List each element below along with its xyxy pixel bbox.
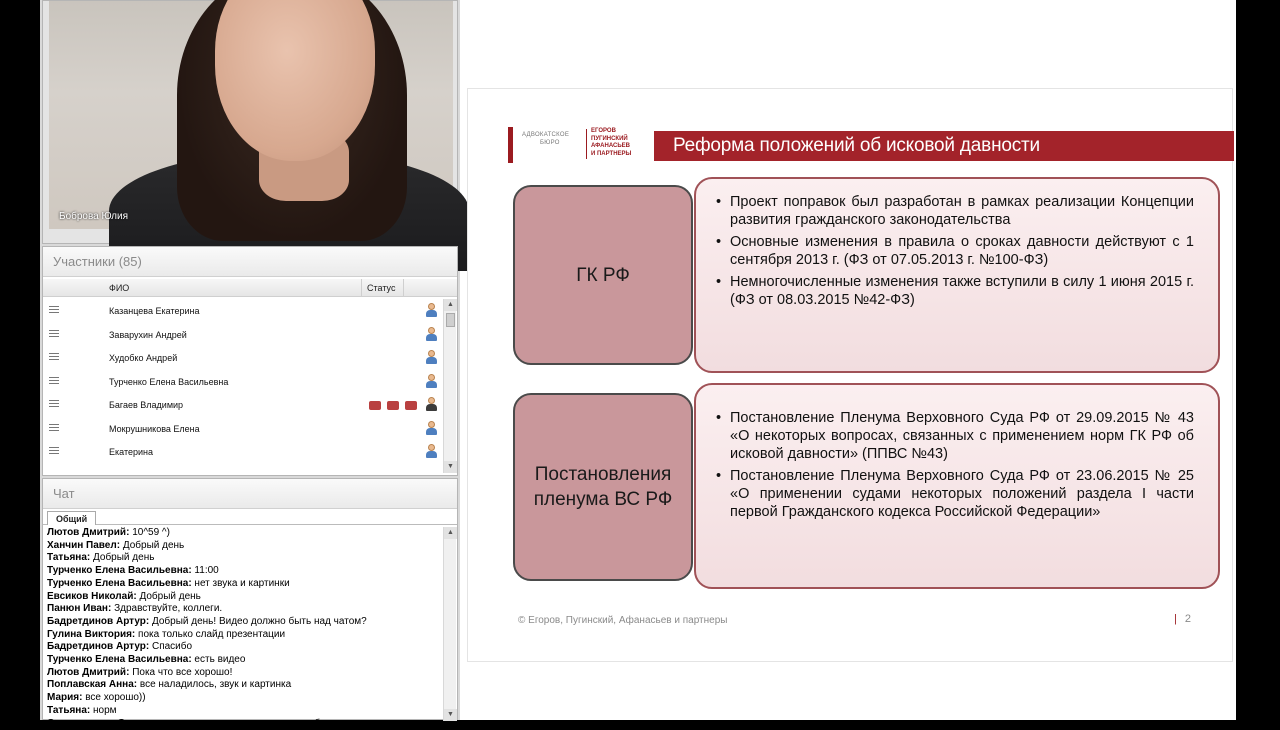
chat-message	[47, 629, 443, 642]
chat-message	[47, 667, 443, 680]
chat-author: Панюн Иван:	[47, 603, 112, 615]
user-icon	[425, 421, 437, 436]
column-name-header[interactable]: ФИО	[109, 283, 130, 293]
chat-text: норм	[90, 704, 117, 716]
row-menu-icon[interactable]	[49, 330, 59, 339]
chat-text: Добрый день	[120, 539, 185, 551]
scroll-up-icon[interactable]: ▲	[444, 527, 457, 539]
bullet-list	[716, 409, 1194, 521]
scroll-down-icon[interactable]: ▼	[444, 461, 457, 473]
chat-author: Лютов Дмитрий:	[47, 666, 130, 678]
chat-text: 10^59 ^)	[129, 527, 170, 538]
chat-text: 11:00	[191, 565, 219, 577]
chat-message	[47, 718, 443, 730]
chat-message	[47, 641, 443, 654]
user-icon	[425, 374, 437, 389]
chat-author: Поплавская Анна:	[47, 679, 138, 691]
participant-row[interactable]	[43, 393, 443, 417]
chat-message	[47, 527, 443, 540]
chat-text: Добрый день! Видео должно быть над чатом?	[149, 615, 367, 627]
chat-author: Спиридонова Светлана:	[47, 717, 168, 729]
mic-off-icon	[369, 401, 381, 410]
chat-author: Ханчин Павел:	[47, 539, 121, 551]
participants-table-header	[43, 279, 457, 297]
section-label-gk: ГК РФ	[513, 185, 693, 365]
chat-text: есть видео	[191, 654, 246, 666]
chat-message	[47, 603, 443, 616]
tab-general[interactable]: Общий	[47, 511, 96, 525]
bullet-list	[716, 193, 1194, 309]
bullet-item: • Постановление Пленума Верховного Суда РФ от 23.06.2015 № 25 «О применении судами некоторых положений раздела I части первой Гражданского кодекса Российской Федерации»	[716, 467, 1194, 521]
slide-title: Реформа положений об исковой давности	[673, 135, 1040, 156]
chat-text: да, все слышно и видно, спасибо	[167, 717, 326, 729]
participant-name: Екатерина	[109, 447, 153, 457]
chat-text: Здравствуйте, коллеги.	[111, 603, 223, 615]
chat-author: Гулина Виктория:	[47, 628, 136, 640]
participants-list	[43, 299, 443, 471]
chat-text: Пока что все хорошо!	[129, 666, 233, 678]
user-icon	[425, 303, 437, 318]
chat-message	[47, 578, 443, 591]
row-menu-icon[interactable]	[49, 306, 59, 315]
chat-header[interactable]: Чат	[43, 479, 457, 509]
chat-author: Мария:	[47, 692, 83, 704]
logo-right-text: ЕГОРОВ ПУГИНСКИЙ АФАНАСЬЕВ И ПАРТНЕРЫ	[591, 128, 632, 157]
row-menu-icon[interactable]	[49, 377, 59, 386]
presenter-video[interactable]	[49, 1, 453, 229]
chat-author: Лютов Дмитрий:	[47, 527, 130, 538]
chat-message	[47, 565, 443, 578]
chat-text: все хорошо))	[82, 692, 146, 704]
chat-panel	[42, 478, 458, 729]
participant-name: Заварухин Андрей	[109, 329, 187, 340]
chat-author: Татьяна:	[47, 704, 91, 716]
user-icon	[425, 350, 437, 365]
participant-name: Худобко Андрей	[109, 353, 178, 363]
chat-text: нет звука и картинки	[191, 577, 290, 589]
participant-name: Казанцева Екатерина	[109, 306, 200, 316]
chat-text: Добрый день	[90, 552, 155, 564]
participant-name: Мокрушникова Елена	[109, 423, 200, 434]
participant-row[interactable]	[43, 299, 443, 323]
participant-row[interactable]	[43, 346, 443, 370]
webinar-app	[40, 0, 1236, 729]
chat-text: Добрый день	[136, 590, 201, 602]
chat-message	[47, 679, 443, 692]
chat-message	[47, 705, 443, 718]
bullet-item: • Основные изменения в правила о сроках давности действуют с 1 сентября 2013 г. (ФЗ от 07.05.2013 г. №100-ФЗ)	[716, 233, 1194, 269]
logo-left-text: АДВОКАТСКОЕ БЮРО	[522, 132, 570, 146]
row-menu-icon[interactable]	[49, 447, 59, 456]
participant-name: Турченко Елена Васильевна	[109, 376, 229, 387]
chat-author: Турченко Елена Васильевна:	[47, 654, 192, 666]
user-icon	[425, 327, 437, 342]
chat-log	[43, 527, 443, 729]
left-column	[40, 0, 460, 729]
slide-footer: © Егоров, Пугинский, Афанасьев и партнеры	[518, 615, 728, 626]
chat-author: Турченко Елена Васильевна:	[47, 565, 192, 577]
firm-logo	[508, 125, 644, 165]
participant-name: Багаев Владимир	[109, 400, 184, 410]
section-content-plenum	[694, 383, 1220, 589]
participants-scrollbar[interactable]	[443, 299, 456, 473]
participant-row[interactable]	[43, 323, 443, 347]
scroll-thumb[interactable]	[446, 313, 455, 327]
row-menu-icon[interactable]	[49, 424, 59, 433]
user-icon	[425, 444, 437, 459]
chat-author: Бадретдинов Артур:	[47, 615, 150, 627]
scroll-up-icon[interactable]: ▲	[444, 299, 457, 311]
participant-row[interactable]	[43, 370, 443, 394]
section-content-gk	[694, 177, 1220, 373]
chat-message	[47, 552, 443, 565]
chat-text: пока только слайд презентации	[135, 628, 286, 640]
screen-icon	[405, 401, 417, 410]
camera-off-icon	[387, 401, 399, 410]
chat-message	[47, 692, 443, 705]
bullet-item: • Немногочисленные изменения также вступили в силу 1 июня 2015 г. (ФЗ от 08.03.2015 №42-ФЗ)	[716, 273, 1194, 309]
presentation-slide	[467, 88, 1233, 662]
participant-row[interactable]	[43, 417, 443, 441]
chat-text: Спасибо	[149, 641, 193, 653]
chat-message	[47, 616, 443, 629]
presenter-name: Боброва Юлия	[59, 211, 129, 222]
chat-scrollbar[interactable]	[443, 527, 456, 721]
chat-message	[47, 591, 443, 604]
video-panel	[42, 0, 458, 244]
bullet-item: • Постановление Пленума Верховного Суда РФ от 29.09.2015 № 43 «О некоторых вопросах, связанных с применением норм ГК РФ об исковой давности» (ППВС №43)	[716, 409, 1194, 463]
participants-header[interactable]: Участники (85)	[43, 247, 457, 277]
section-label-plenum: Постановления пленума ВС РФ	[513, 393, 693, 581]
chat-message	[47, 654, 443, 667]
participants-panel	[42, 246, 458, 476]
row-menu-icon[interactable]	[49, 353, 59, 362]
chat-author: Татьяна:	[47, 552, 91, 564]
bullet-item: • Проект поправок был разработан в рамках реализации Концепции развития гражданского законодательства	[716, 193, 1194, 229]
chat-text: все наладилось, звук и картинка	[137, 679, 292, 691]
user-icon	[425, 397, 437, 412]
chat-author: Турченко Елена Васильевна:	[47, 577, 192, 589]
column-status-header[interactable]: Статус	[367, 283, 396, 293]
scroll-down-icon[interactable]: ▼	[444, 709, 457, 721]
slide-page-number: | 2	[1174, 613, 1191, 625]
chat-message	[47, 540, 443, 553]
chat-tabs	[43, 511, 457, 525]
participant-row[interactable]	[43, 440, 443, 464]
chat-author: Евсиков Николай:	[47, 590, 137, 602]
chat-author: Бадретдинов Артур:	[47, 641, 150, 653]
row-menu-icon[interactable]	[49, 400, 59, 409]
